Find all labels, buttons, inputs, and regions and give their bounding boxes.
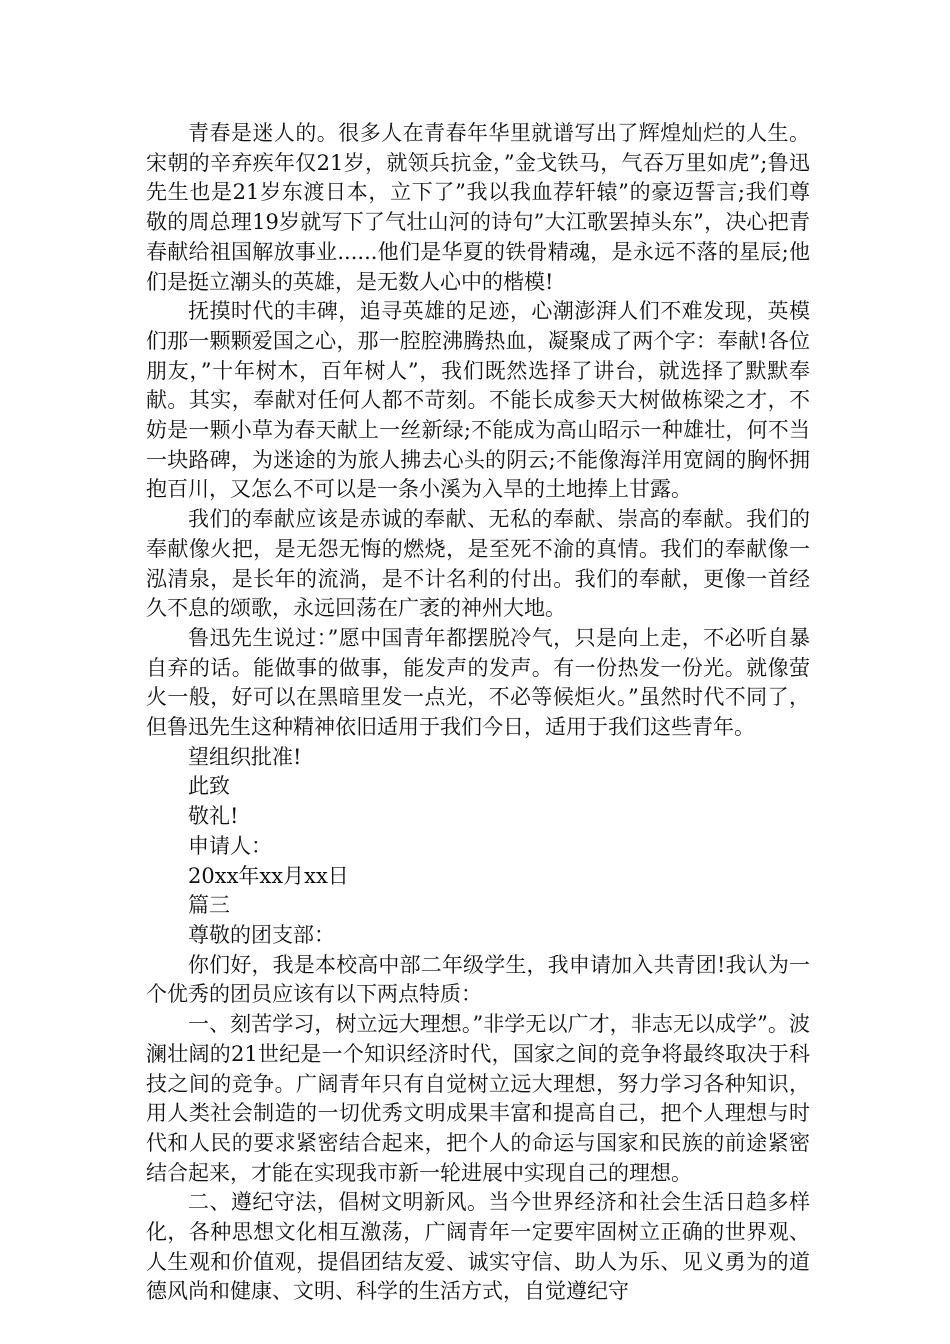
letter-greeting: 尊敬的团支部：: [188, 922, 335, 947]
applicant-label: 申请人：: [188, 833, 272, 858]
closing-salutation: 此致: [188, 774, 230, 799]
paragraph-selfless-dedication: 我们的奉献应该是赤诚的奉献、无私的奉献、崇高的奉献。我们的奉献像火把，是无怨无悔的燃烧，是至死不渝的真情。我们的奉献像一泓清泉，是长年的流淌，是不计名利的付出。我们的奉献，更像一首经久不息的颂歌，永远回荡在广袤的神州大地。: [146, 507, 810, 621]
paragraph-introduction: 你们好，我是本校高中部二年级学生，我申请加入共青团!我认为一个优秀的团员应该有以下两点特质：: [146, 952, 810, 1007]
paragraph-point-one: 一、刻苦学习，树立远大理想。”非学无以广才，非志无以成学”。波澜壮阔的21世纪是一个知识经济时代，国家之间的竞争将最终取决于科技之间的竞争。广阔青年只有自觉树立远大理想，努力学习各种知识，用人类社会制造的一切优秀文明成果丰富和提高自己，把个人理想与时代和人民的要求紧密结合起来，把个人的命运与国家和民族的前途紧密结合起来，才能在实现我市新一轮进展中实现自己的理想。: [146, 1012, 810, 1185]
closing-request: 望组织批准!: [188, 744, 302, 769]
closing-respect: 敬礼!: [188, 804, 239, 829]
paragraph-point-two: 二、遵纪守法，倡树文明新风。当今世界经济和社会生活日趋多样化，各种思想文化相互激荡，广阔青年一定要牢固树立正确的世界观、人生观和价值观，提倡团结友爱、诚实守信、助人为乐、见义勇为的道德风尚和健康、文明、科学的生活方式，自觉遵纪守: [146, 1190, 810, 1304]
section-heading: 篇三: [188, 893, 230, 918]
paragraph-dedication: 抚摸时代的丰碑，追寻英雄的足迹，心潮澎湃人们不难发现，英模们那一颗颗爱国之心，那一腔腔沸腾热血，凝聚成了两个字：奉献!各位朋友，”十年树木，百年树人”，我们既然选择了讲台，就选择了默默奉献。其实，奉献对任何人都不苛刻。不能长成参天大树做栋梁之才，不妨是一颗小草为春天献上一丝新绿;不能成为高山昭示一种雄壮，何不当一块路碑，为迷途的为旅人拂去心头的阴云;不能像海洋用宽阔的胸怀拥抱百川，又怎么不可以是一条小溪为入旱的土地捧上甘露。: [146, 299, 810, 502]
document-body: [146, 119, 810, 1307]
paragraph-lu-xun-quote: 鲁迅先生说过：”愿中国青年都摆脱冷气，只是向上走，不必听自暴自弃的话。能做事的做事，能发声的发声。有一份热发一份光。就像萤火一般，好可以在黑暗里发一点光，不必等候炬火。”虽然时代不同了，但鲁迅先生这种精神依旧适用于我们今日，适用于我们这些青年。: [146, 625, 810, 740]
paragraph-youth-heroes: 青春是迷人的。很多人在青春年华里就谱写出了辉煌灿烂的人生。宋朝的辛弃疾年仅21岁，就领兵抗金，”金戈铁马，气吞万里如虎”;鲁迅先生也是21岁东渡日本，立下了”我以我血荐轩辕”的豪迈誓言;我们尊敬的周总理19岁就写下了气壮山河的诗句”大江歌罢掉头东”，决心把青春献给祖国解放事业......他们是华夏的铁骨精魂，是永远不落的星辰;他们是挺立潮头的英雄，是无数人心中的楷模!: [146, 121, 810, 294]
application-date: 20xx年xx月xx日: [188, 863, 349, 888]
